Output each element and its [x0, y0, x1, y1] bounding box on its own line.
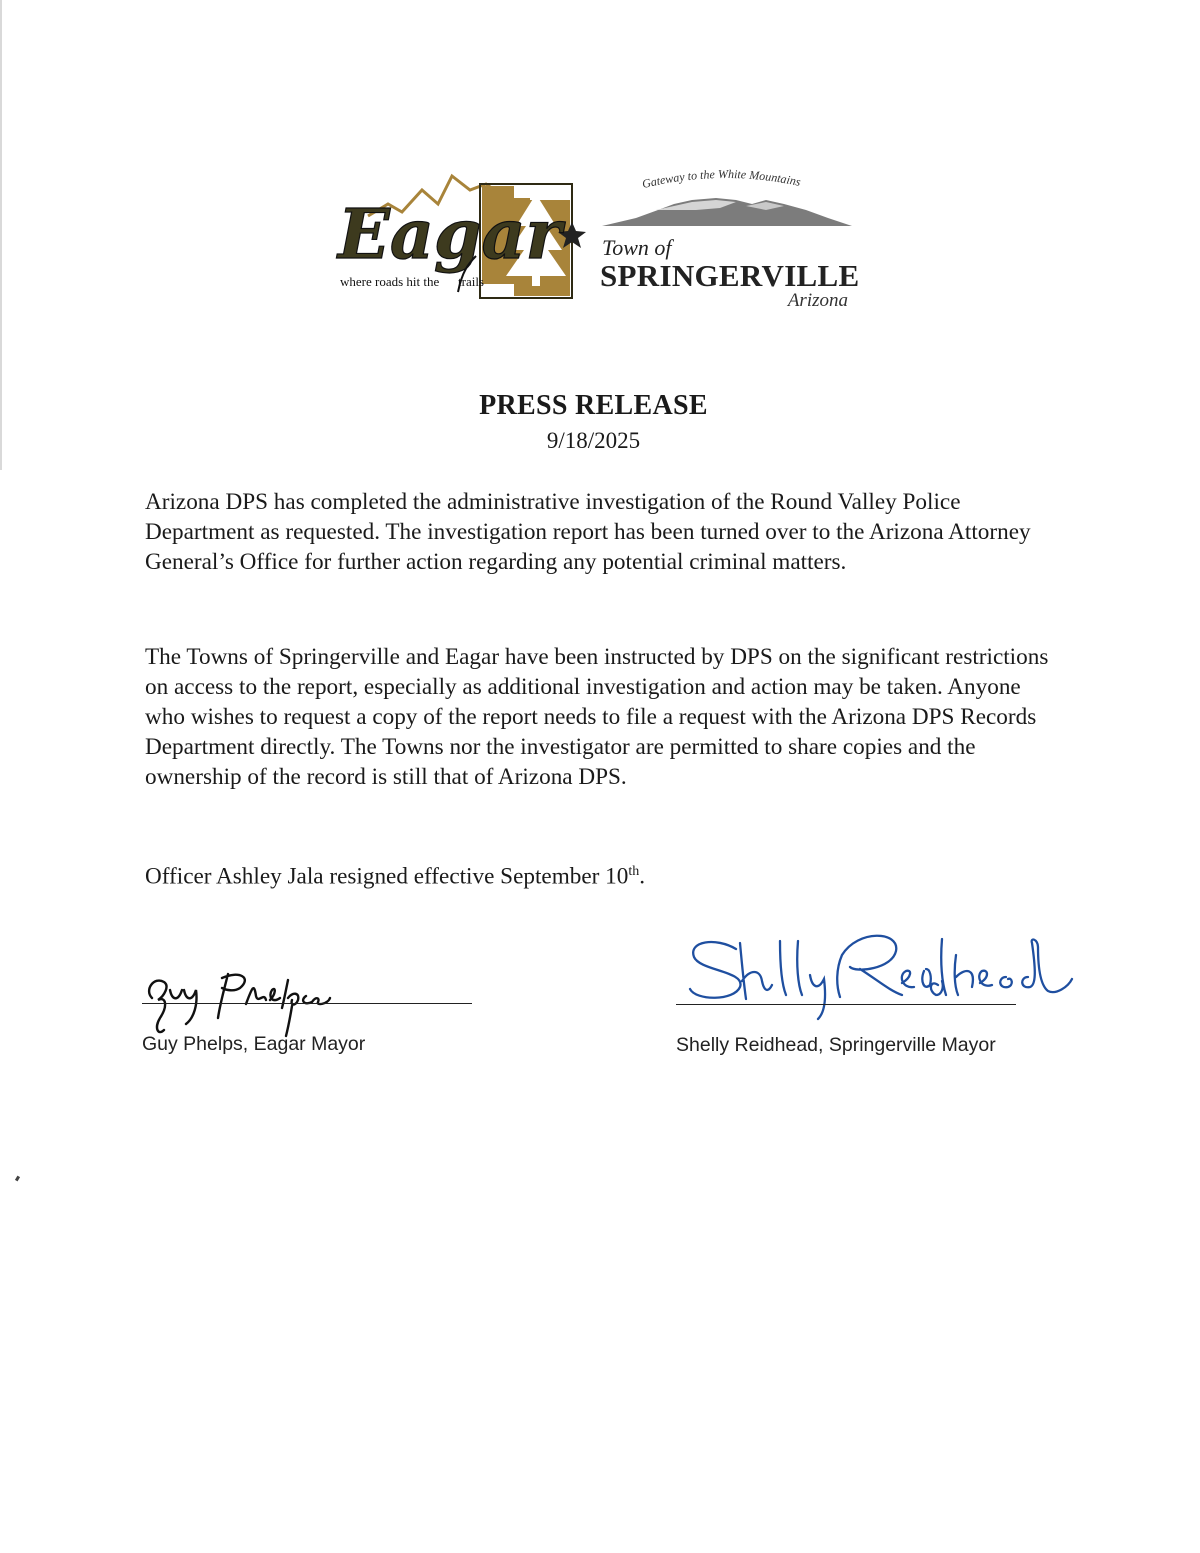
signature-caption-eagar: Guy Phelps, Eagar Mayor [142, 1033, 366, 1055]
signature-line-left [142, 1003, 472, 1004]
springerville-name: SPRINGERVILLE [600, 258, 860, 293]
scan-speck [15, 1176, 20, 1182]
signature-line-right [676, 1004, 1016, 1005]
document-date: 9/18/2025 [546, 428, 641, 453]
paragraph-dps-investigation: Arizona DPS has completed the administrative investigation of the Round Valley Police Department as requested. The investigation report has been turned over to the Arizona Attorney General’s Office for further action regarding any potential criminal matters. [145, 489, 1031, 575]
paragraph-report-access: The Towns of Springerville and Eagar have been instructed by DPS on the significant restrictions on access to the report, especially as additional investigation and action may be taken. Anyone who wishes to request a copy of the report needs to file a request with the Arizona DPS Records Department directly. The Towns nor the investigator are permitted to share copies and the ownership of the record is still that of Arizona DPS. [145, 644, 1049, 790]
signature-block-eagar [140, 950, 480, 1060]
document-title: PRESS RELEASE [479, 390, 708, 421]
paragraph-resignation: Officer Ashley Jala resigned effective September 10th. [145, 863, 646, 890]
eagar-logo-graphic [330, 168, 588, 316]
springerville-mountain-graphic [596, 160, 858, 232]
signature-guy-phelps [140, 960, 380, 1040]
signature-shelly-reidhead [676, 915, 1136, 1025]
eagar-logo [330, 168, 588, 316]
town-of-label: Town of [602, 235, 672, 260]
springerville-logo [596, 160, 858, 320]
svg-text:where roads hit the: where roads hit the [340, 274, 440, 289]
svg-text:Eagar: Eagar [338, 195, 562, 275]
svg-text:Gateway to the White Mountains: Gateway to the White Mountains [640, 166, 803, 192]
signature-caption-springerville: Shelly Reidhead, Springerville Mayor [676, 1034, 996, 1056]
signature-block-springerville [676, 915, 1146, 1065]
svg-text:trails: trails [458, 274, 484, 289]
arizona-label: Arizona [787, 290, 848, 311]
